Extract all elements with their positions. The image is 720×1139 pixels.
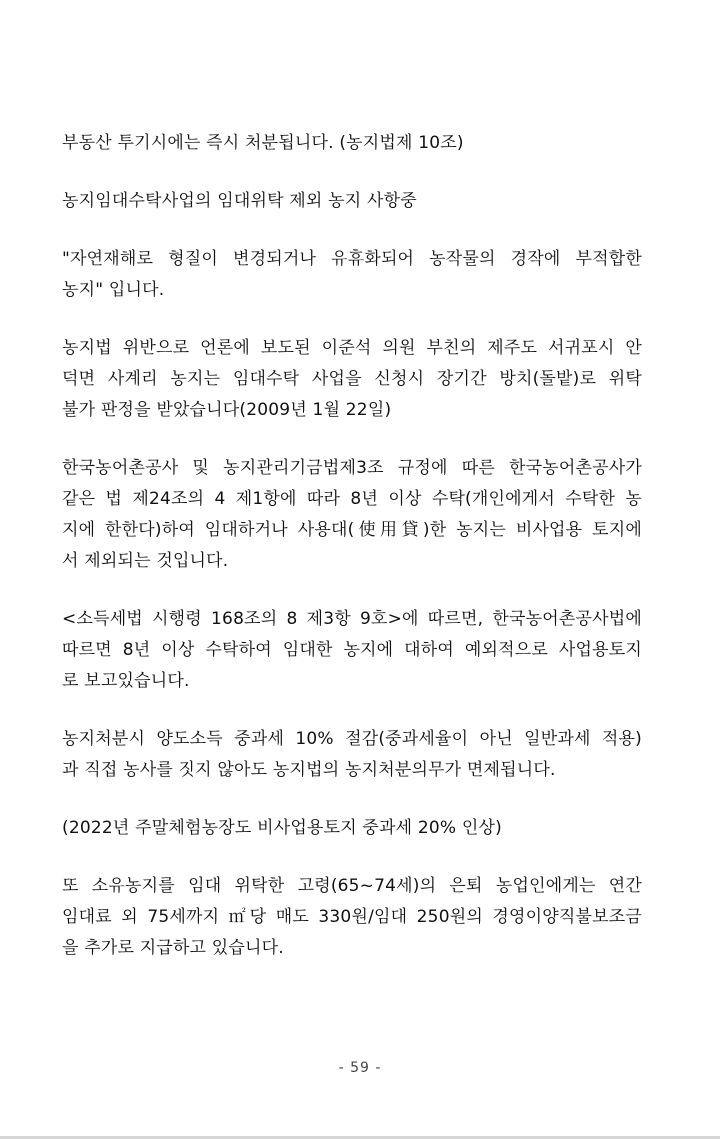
text-line: "자연재해로 형질이 변경되거나 유휴화되어 농작물의 경작에 부적합한 — [62, 249, 642, 269]
paragraph — [62, 453, 642, 577]
text-line: 농지" 입니다. — [62, 280, 165, 300]
text-line: 농지법 위반으로 언론에 보도된 이준석 의원 부친의 제주도 서귀포시 안 — [62, 338, 642, 358]
paragraph — [62, 813, 642, 844]
text-line: 지에 한한다)하여 임대하거나 사용대(使用貸)한 농지는 비사업용 토지에 — [62, 520, 642, 540]
paragraph — [62, 871, 642, 964]
text-line: 또 소유농지를 임대 위탁한 고령(65~74세)의 은퇴 농업인에게는 연간 — [62, 876, 642, 896]
text-line: 로 보고있습니다. — [62, 671, 190, 691]
text-line: 덕면 사계리 농지는 임대수탁 사업을 신청시 장기간 방치(돌밭)로 위탁 — [62, 369, 642, 389]
text-line: 한국농어촌공사 및 농지관리기금법제3조 규정에 따른 한국농어촌공사가 — [62, 458, 642, 478]
paragraph — [62, 333, 642, 426]
text-line: (2022년 주말체험농장도 비사업용토지 중과세 20% 인상) — [62, 818, 502, 838]
text-line: 따르면 8년 이상 수탁하여 임대한 농지에 대하여 예외적으로 사업용토지 — [62, 640, 642, 660]
text-line: 농지임대수탁사업의 임대위탁 제외 농지 사항중 — [62, 191, 417, 211]
paragraph — [62, 186, 642, 217]
page-number: - 59 - — [338, 1060, 382, 1076]
paragraph — [62, 244, 642, 306]
text-line: 서 제외되는 것입니다. — [62, 551, 229, 571]
document-body — [62, 128, 642, 991]
paragraph — [62, 724, 642, 786]
text-line: 부동산 투기시에는 즉시 처분됩니다. (농지법제 10조) — [62, 133, 464, 153]
text-line: 같은 법 제24조의 4 제1항에 따라 8년 이상 수탁(개인에게서 수탁한 농 — [62, 489, 642, 509]
text-line: 을 추가로 지급하고 있습니다. — [62, 938, 284, 958]
paragraph — [62, 604, 642, 697]
paragraph — [62, 128, 642, 159]
text-line: 임대료 외 75세까지 ㎡당 매도 330원/임대 250원의 경영이양직불보조금 — [62, 907, 642, 927]
text-line: 불가 판정을 받았습니다(2009년 1월 22일) — [62, 400, 392, 420]
text-line: <소득세법 시행령 168조의 8 제3항 9호>에 따르면, 한국농어촌공사법에 — [62, 609, 642, 629]
text-line: 과 직접 농사를 짓지 않아도 농지법의 농지처분의무가 면제됩니다. — [62, 760, 556, 780]
text-line: 농지처분시 양도소득 중과세 10% 절감(중과세율이 아닌 일반과세 적용) — [62, 729, 642, 749]
